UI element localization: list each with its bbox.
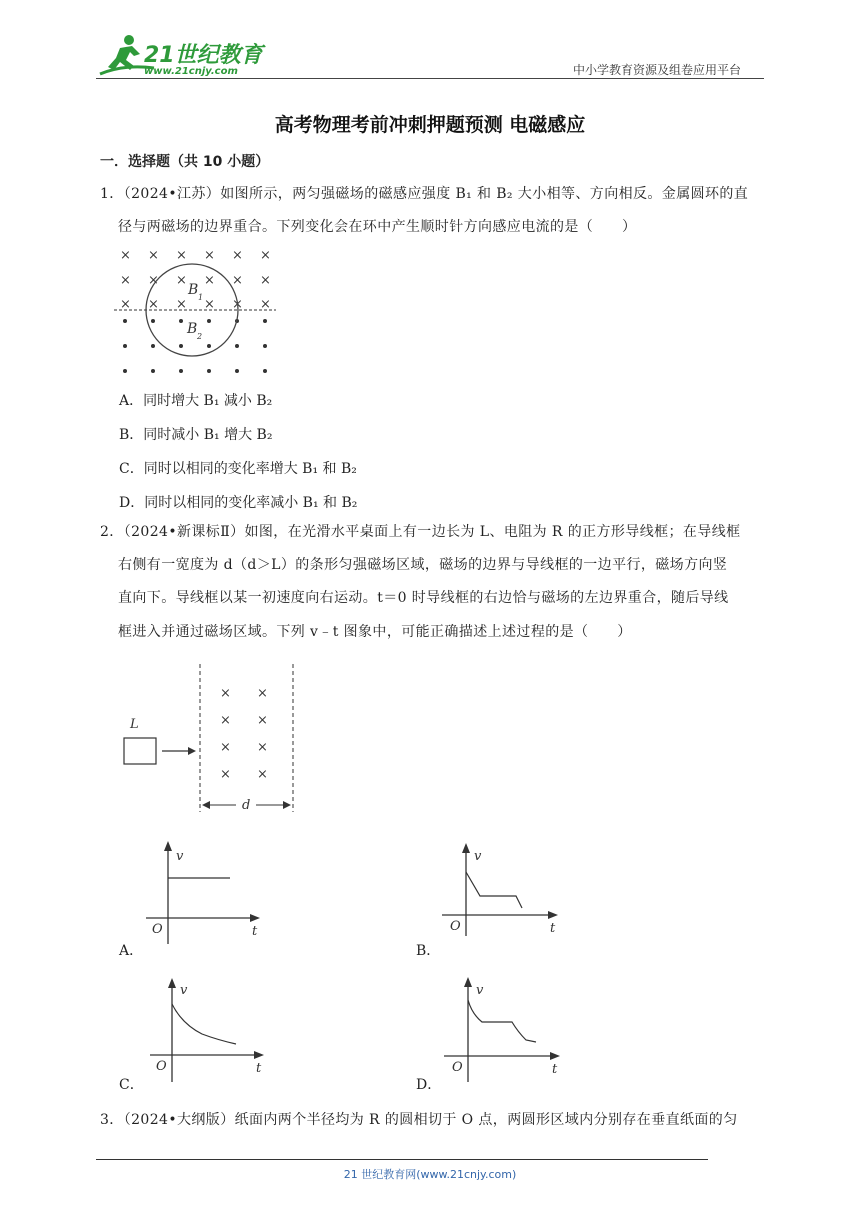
q2-wire-frame-figure	[116, 660, 306, 820]
svg-text:t: t	[256, 1061, 262, 1076]
svg-text:×: ×	[176, 273, 187, 288]
q2-option-b: B．	[416, 943, 441, 959]
svg-text:×: ×	[257, 686, 268, 701]
q2-velocity-arrow-icon	[188, 747, 196, 755]
svg-text:t: t	[252, 924, 258, 939]
svg-text:×: ×	[120, 297, 131, 312]
footer-text: 21 世纪教育网(www.21cnjy.com)	[343, 1168, 517, 1181]
svg-text:×: ×	[176, 248, 187, 263]
svg-text:O: O	[156, 1059, 167, 1074]
q1-option-d: D．同时以相同的变化率减小 B₁ 和 B₂	[119, 495, 358, 511]
logo-main-text: 21世纪教育	[144, 43, 263, 68]
svg-text:×: ×	[176, 297, 187, 312]
q2-curve-c	[172, 1004, 236, 1044]
svg-text:×: ×	[260, 273, 271, 288]
svg-text:×: ×	[257, 713, 268, 728]
footer-rule	[96, 1159, 708, 1160]
q2-line-4: 框进入并通过磁场区域。下列 v﹣t 图象中，可能正确描述上述过程的是（ ）	[118, 624, 632, 640]
svg-text:×: ×	[232, 248, 243, 263]
q2-curve-b	[466, 872, 522, 908]
q2-curve-d	[468, 1000, 536, 1042]
header-rule	[96, 78, 764, 79]
header-logo	[96, 34, 266, 82]
svg-text:×: ×	[120, 248, 131, 263]
q2-side-label: L	[130, 717, 139, 732]
q2-line-1: 2．（2024•新课标Ⅱ）如图，在光滑水平桌面上有一边长为 L、电阻为 R 的正方形导线框；在导线框	[100, 524, 741, 540]
q1-b1-subscript: 1	[198, 293, 204, 302]
svg-text:×: ×	[220, 686, 231, 701]
q2-square-frame	[124, 738, 156, 764]
q1-option-a: A．同时增大 B₁ 减小 B₂	[119, 393, 273, 409]
svg-text:×: ×	[232, 297, 243, 312]
svg-text:O: O	[450, 919, 461, 934]
svg-text:×: ×	[257, 740, 268, 755]
q2-line-3: 直向下。导线框以某一初速度向右运动。t＝0 时导线框的右边恰与磁场的左边界重合，随后导线	[118, 590, 729, 606]
svg-text:t: t	[552, 1062, 558, 1077]
logo-url-text: www.21cnjy.com	[144, 66, 238, 77]
svg-text:×: ×	[148, 248, 159, 263]
svg-text:×: ×	[260, 248, 271, 263]
q1-option-b: B．同时减小 B₁ 增大 B₂	[119, 427, 273, 443]
svg-text:v: v	[476, 983, 484, 998]
q1-b2-subscript: 2	[197, 332, 203, 341]
q2-graph-b	[440, 840, 570, 940]
svg-text:×: ×	[204, 248, 215, 263]
svg-text:×: ×	[120, 273, 131, 288]
q1-option-c: C．同时以相同的变化率增大 B₁ 和 B₂	[119, 461, 357, 477]
svg-text:v: v	[176, 849, 184, 864]
q1-b2-label: B	[187, 321, 198, 337]
q2-option-d: D．	[416, 1077, 442, 1093]
svg-text:v: v	[474, 849, 482, 864]
page-title: 高考物理考前冲刺押题预测 电磁感应	[274, 114, 586, 136]
q1-b1-label: B	[188, 282, 199, 298]
q2-width-label: d	[242, 798, 251, 813]
svg-text:v: v	[180, 983, 188, 998]
section-heading: 一．选择题（共 10 小题）	[100, 154, 270, 170]
svg-text:×: ×	[220, 740, 231, 755]
q2-graph-c	[148, 974, 278, 1084]
q2-graph-d	[442, 974, 572, 1084]
q1-line-1: 1．（2024•江苏）如图所示，两匀强磁场的磁感应强度 B₁ 和 B₂ 大小相等、方向相反。金属圆环的直	[100, 186, 749, 202]
q2-field-cross-marks	[220, 686, 268, 782]
svg-text:×: ×	[220, 713, 231, 728]
svg-text:t: t	[550, 921, 556, 936]
svg-text:×: ×	[220, 767, 231, 782]
svg-text:×: ×	[204, 273, 215, 288]
svg-text:O: O	[152, 922, 163, 937]
svg-text:×: ×	[232, 273, 243, 288]
q1-magnetic-field-figure	[110, 244, 280, 384]
q2-graph-a	[144, 838, 264, 948]
svg-text:O: O	[452, 1060, 463, 1075]
svg-text:×: ×	[260, 297, 271, 312]
q1-b1-cross-marks	[120, 248, 271, 312]
q3-line-1: 3．（2024•大纲版）纸面内两个半径均为 R 的圆相切于 O 点，两圆形区域内分别存在垂直纸面的匀	[100, 1112, 738, 1128]
q2-option-c: C．	[119, 1077, 144, 1093]
header-platform-text: 中小学教育资源及组卷应用平台	[573, 63, 742, 77]
q2-line-2: 右侧有一宽度为 d（d＞L）的条形匀强磁场区域，磁场的边界与导线框的一边平行，磁场方向竖	[118, 557, 728, 573]
svg-text:×: ×	[148, 273, 159, 288]
q2-option-a: A．	[119, 943, 144, 959]
svg-text:×: ×	[257, 767, 268, 782]
svg-text:×: ×	[148, 297, 159, 312]
q1-line-2: 径与两磁场的边界重合。下列变化会在环中产生顺时针方向感应电流的是（ ）	[118, 219, 637, 235]
svg-text:×: ×	[204, 297, 215, 312]
